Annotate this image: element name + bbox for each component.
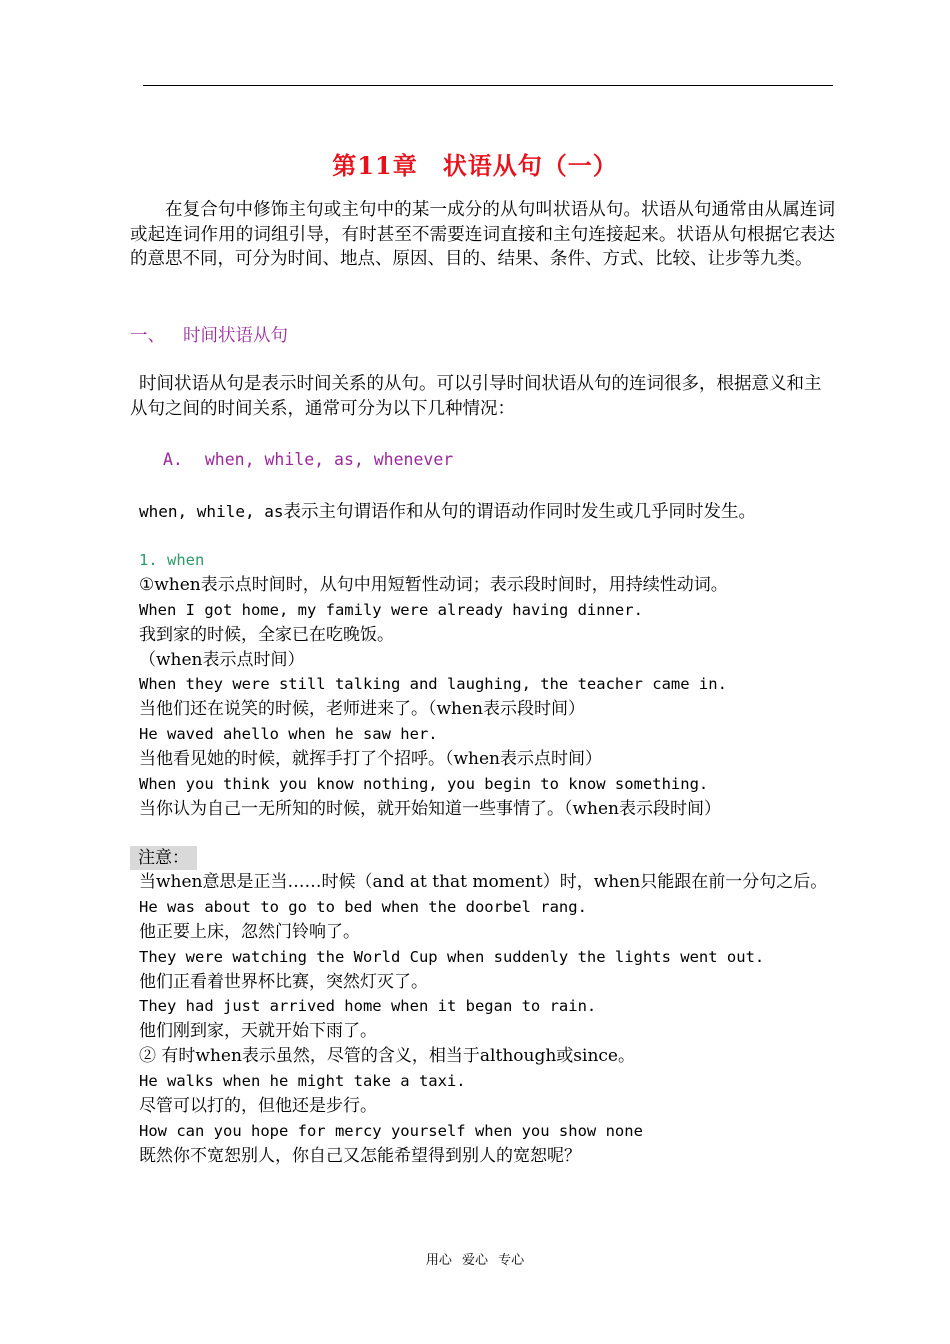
section-intro-paragraph: 时间状语从句是表示时间关系的从句。可以引导时间状语从句的连词很多，根据意义和主从句之间的时间关系，通常可分为以下几种情况： [130,374,822,419]
section-heading-time-clauses [130,322,288,347]
conjunction-list: when, while, as [139,502,284,521]
description-text: 表示主句谓语作和从句的谓语动作同时发生或几乎同时发生。 [283,502,756,522]
example-sentence: He walks when he might take a taxi. [139,1072,466,1091]
note-first-line: 当when意思是正当……时候（and at that moment）时，when只能跟在前一分句之后。 [139,872,828,892]
chapter-title: 第11章 状语从句（一） [332,151,618,181]
example-sentence: They were watching the World Cup when suddenly the lights went out. [139,947,765,966]
example-sentence: When I got home, my family were already having dinner. [139,600,643,619]
subsection-letter: A. [163,450,183,469]
example-sentence: He waved ahello when he saw her. [139,725,438,744]
example-translation: 当他们还在说笑的时候，老师进来了。（when表示段时间） [139,699,586,720]
note-label: 注意： [130,846,197,870]
example-translation: 尽管可以打的，但他还是步行。 [139,1096,377,1117]
example-translation: 他正要上床，忽然门铃响了。 [139,921,360,942]
section-number: 一、 [130,326,165,346]
example-translation: 他们正看着世界杯比赛，突然灯灭了。 [139,971,428,992]
page-footer: 用心 爱心 专心 [425,1253,525,1268]
example-sentence: He was about to go to bed when the doorbel rang. [139,897,587,916]
header-rule [143,85,833,86]
example-translation: 当你认为自己一无所知的时候，就开始知道一些事情了。（when表示段时间） [139,798,722,819]
subsection-words: when, while, as, whenever [204,450,454,469]
rule-text: ② 有时when表示虽然，尽管的含义，相当于although或since。 [139,1046,635,1067]
example-note: （when表示点时间） [139,649,305,670]
when-examples-block [139,548,839,822]
subsection-a-heading [163,450,453,469]
example-sentence: When they were still talking and laughing, the teacher came in. [139,675,727,694]
example-translation: 当他看见她的时候，就挥手打了个招呼。（when表示点时间） [139,749,603,770]
example-translation: 既然你不宽恕别人，你自己又怎能希望得到别人的宽恕呢？ [139,1145,581,1166]
example-sentence: They had just arrived home when it began to rain. [139,997,597,1016]
example-sentence: How can you hope for mercy yourself when you show none [139,1121,643,1140]
example-translation: 他们刚到家，天就开始下雨了。 [139,1021,377,1042]
example-translation: 我到家的时候，全家已在吃晚饭。 [139,624,394,645]
note-block [130,846,835,1169]
rule-text: ①when表示点时间时，从句中用短暂性动词；表示段时间时，用持续性动词。 [139,574,728,595]
intro-paragraph: 在复合句中修饰主句或主句中的某一成分的从句叫状语从句。状语从句通常由从属连词或起连词作用的词组引导，有时甚至不需要连词直接和主句连接起来。状语从句根据它表达的意思不同，可分为时间、地点、原因、目的、结果、条件、方式、比较、让步等九类。 [130,200,835,269]
example-sentence: When you think you know nothing, you begin to know something. [139,775,709,794]
section-label: 时间状语从句 [183,326,288,346]
when-subheading: 1. when [139,551,205,569]
subsection-a-description [139,498,756,523]
